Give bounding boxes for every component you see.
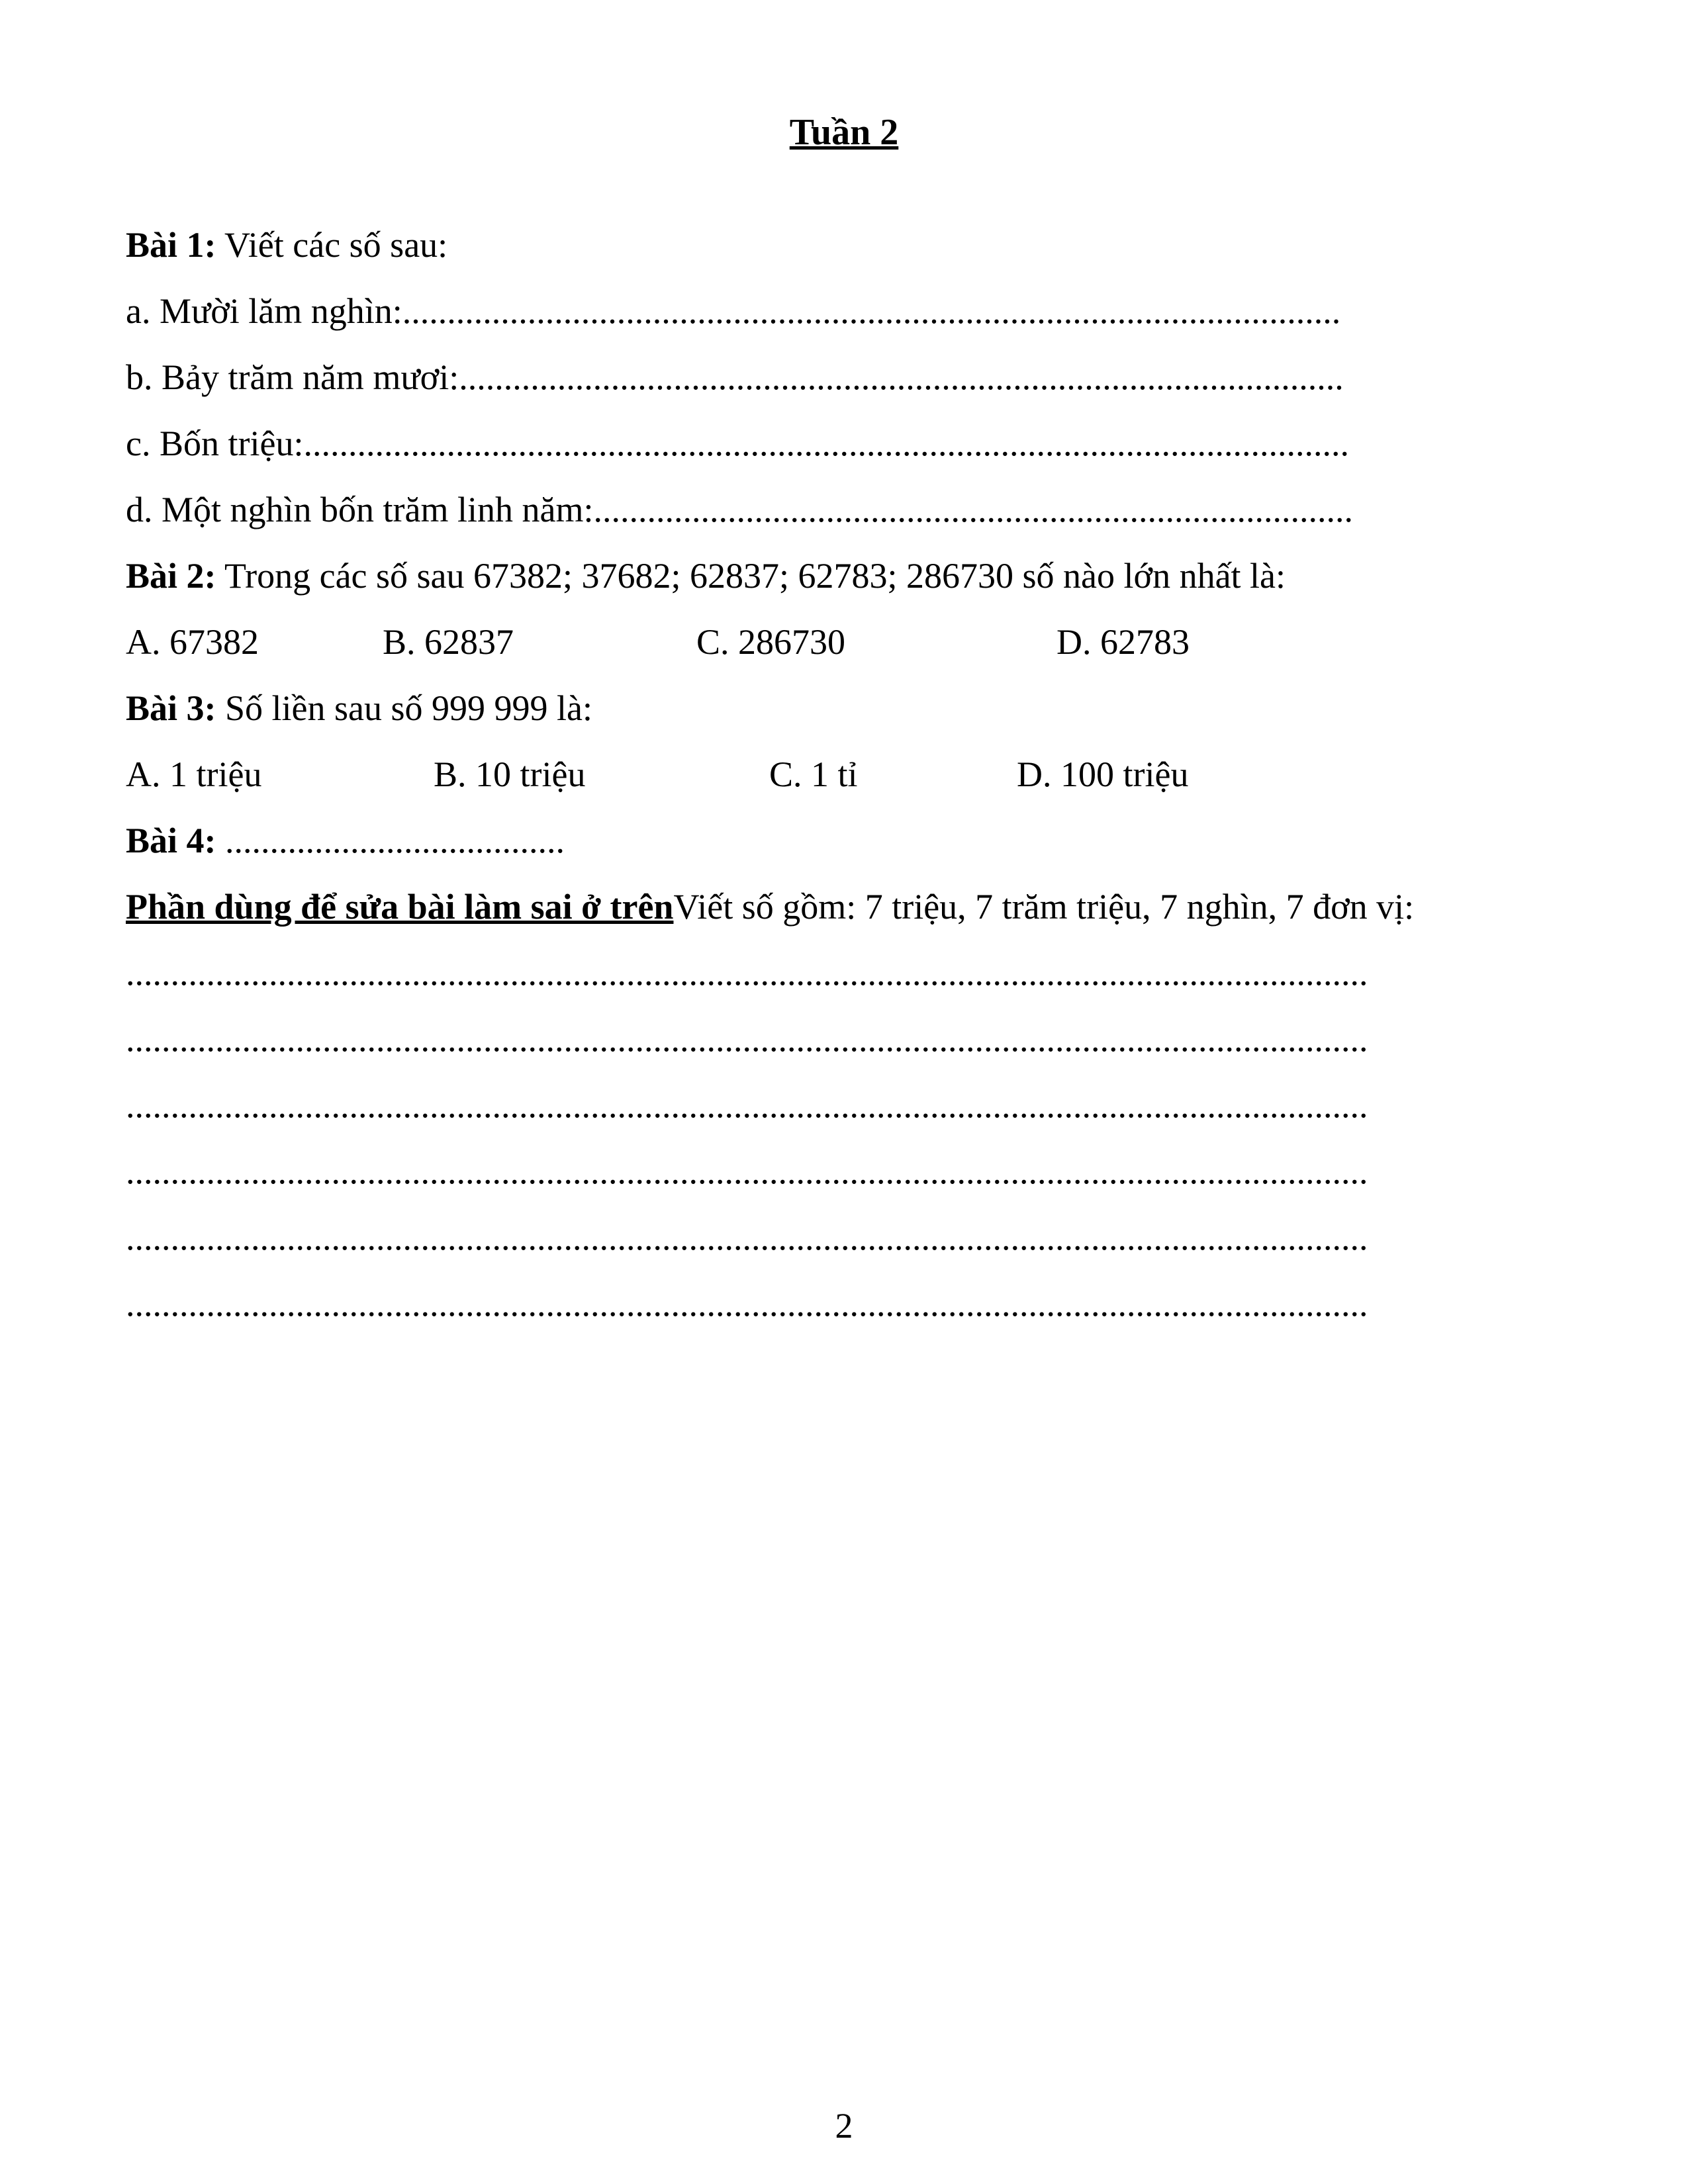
bai3-heading: [126, 687, 592, 729]
bai3-text: Số liền sau số 999 999 là:: [216, 688, 592, 728]
bai2-label: Bài 2:: [126, 556, 216, 596]
answer-dotted-line-1[interactable]: ...........................................................................................................................................: [126, 953, 1368, 993]
bai2-option-b: B. 62837: [383, 622, 514, 662]
bai4-label: Bài 4:: [126, 821, 216, 860]
answer-dotted-line-2[interactable]: ...........................................................................................................................................: [126, 1019, 1368, 1059]
bai1-item-b: b. Bảy trăm năm mươi:...................................................................................................: [126, 357, 1344, 397]
bai4-heading: [126, 819, 565, 862]
page-number: 2: [835, 2106, 853, 2146]
answer-dotted-line-5[interactable]: ...........................................................................................................................................: [126, 1218, 1368, 1257]
bai2-option-d: D. 62783: [1056, 622, 1190, 662]
bai2-heading: [126, 555, 1286, 597]
bai3-label: Bài 3:: [126, 688, 216, 728]
correction-text: Viết số gồm: 7 triệu, 7 trăm triệu, 7 nghìn, 7 đơn vị:: [673, 887, 1415, 927]
bai2-option-c: C. 286730: [696, 622, 846, 662]
bai2-option-a: A. 67382: [126, 622, 259, 662]
bai1-label: Bài 1:: [126, 225, 216, 265]
bai3-option-a: A. 1 triệu: [126, 754, 262, 794]
bai1-text: Viết các số sau:: [216, 225, 448, 265]
bai3-option-d: D. 100 triệu: [1017, 754, 1189, 794]
bai1-item-d: d. Một nghìn bốn trăm linh năm:.....................................................................................: [126, 490, 1353, 529]
answer-dotted-line-4[interactable]: ...........................................................................................................................................: [126, 1152, 1368, 1191]
answer-dotted-line-3[interactable]: ...........................................................................................................................................: [126, 1085, 1368, 1125]
bai1-item-c: c. Bốn triệu:.....................................................................................................................: [126, 424, 1349, 463]
bai1-heading: [126, 224, 447, 266]
bai4-text: ......................................: [216, 821, 565, 860]
answer-dotted-line-6[interactable]: ...........................................................................................................................................: [126, 1284, 1368, 1324]
bai2-text: Trong các số sau 67382; 37682; 62837; 62783; 286730 số nào lớn nhất là:: [216, 556, 1286, 596]
correction-label: Phần dùng để sửa bài làm sai ở trên: [126, 887, 674, 927]
page-title: Tuần 2: [789, 112, 899, 153]
correction-heading: [126, 886, 1414, 928]
bai3-option-b: B. 10 triệu: [434, 754, 586, 794]
bai1-item-a: a. Mười lăm nghìn:.........................................................................................................: [126, 291, 1341, 331]
bai3-option-c: C. 1 tỉ: [769, 754, 858, 794]
